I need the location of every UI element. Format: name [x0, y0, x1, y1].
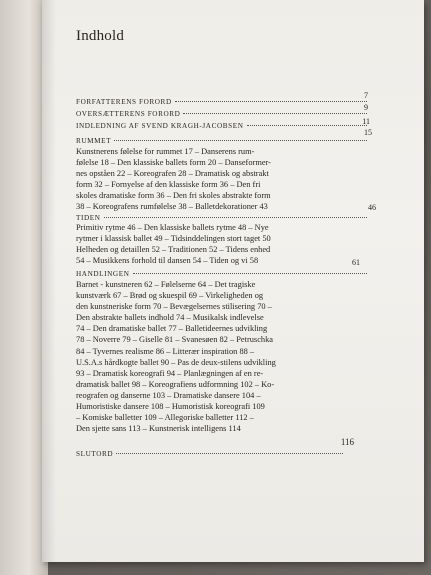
dot-leader — [116, 452, 343, 454]
dot-leader — [133, 272, 367, 274]
toc-subentry-line: Barnet - kunstneren 62 – Følelserne 64 – Det tragiske — [76, 280, 256, 289]
toc-subentries-rummet — [76, 146, 370, 213]
toc-page-number: 11 — [362, 117, 370, 126]
toc-subentry-line: reografen og danserne 103 – Dramatiske dansere 104 – — [76, 390, 261, 400]
toc-subentry-line: 78 – Noverre 79 – Giselle 81 – Svanesøen 82 – Petruschka — [76, 335, 274, 345]
toc-entry-label: HANDLINGEN — [76, 270, 130, 278]
toc-subentry-line: Den abstrakte ballets indhold 74 – Musikalsk indlevelse — [76, 313, 264, 323]
toc-entry-label: RUMMET — [76, 137, 112, 145]
toc-entry-forfatterens-forord — [76, 98, 370, 106]
toc-entry-label: OVERSÆTTERENS FORORD — [76, 110, 181, 118]
dot-leader — [175, 100, 367, 102]
toc-subentry-line: form 32 – Fornyelse af den klassiske form 36 – Den fri — [76, 180, 261, 190]
toc-page-number: 9 — [364, 103, 368, 112]
toc-entry-label: INDLEDNING AF SVEND KRAGH-JACOBSEN — [76, 122, 244, 130]
toc-subentry-line: U.S.A.s hårdkogte ballet 90 – Pas de deux-stilens udvikling — [76, 357, 276, 367]
toc-subentry-line: den kunstneriske form 70 – Bevægelsernes stilisering 70 – — [76, 302, 272, 312]
toc-entry-label: FORFATTERENS FORORD — [76, 98, 172, 106]
toc-subentry-line: rytmer i klassisk ballet 49 – Tidsinddelingen stort taget 50 — [76, 234, 271, 244]
dot-leader — [247, 124, 367, 126]
toc-subentry-line: Primitiv rytme 46 – Den klassiske ballets rytme 48 – Nye — [76, 223, 269, 232]
toc-subentry-line: følelse 18 – Den klassiske ballets form 20 – Danseformer- — [76, 158, 271, 168]
page-gutter-shadow — [42, 0, 56, 562]
toc-page-number: 46 — [368, 203, 376, 212]
toc-subentries-tiden — [76, 222, 370, 266]
toc-subentry-line: 54 – Musikkens forhold til dansen 54 – Tiden og vi 58 — [76, 256, 259, 266]
toc-entry-handlingen — [76, 270, 370, 278]
book-page — [42, 0, 424, 562]
page-title: Indhold — [76, 28, 125, 44]
toc-subentry-line: 84 – Tyvernes realisme 86 – Litterær inspiration 88 – — [76, 346, 255, 356]
toc-entry-tiden — [76, 214, 370, 222]
toc-page-number: 7 — [364, 91, 368, 100]
toc-subentry-line: 74 – Den dramatiske ballet 77 – Balletideernes udvikling — [76, 324, 268, 334]
toc-subentry-line: Den sjette sans 113 – Kunstnerisk intelligens 114 — [76, 424, 241, 434]
toc-page-number: 116 — [340, 437, 354, 447]
toc-entry-label: SLUTORD — [76, 450, 114, 458]
toc-subentry-line: – Komiske balletter 109 – Allegoriske balletter 112 – — [76, 413, 254, 423]
toc-subentry-line: Humoristiske dansere 108 – Humoristisk koreografi 109 — [76, 402, 265, 412]
dot-leader — [183, 112, 367, 114]
toc-entry-oversaetterens-forord — [76, 110, 370, 118]
toc-entry-slutord — [76, 450, 346, 458]
toc-subentry-line: skoles dramatiske form 36 – Den fri skoles abstrakte form — [76, 191, 271, 201]
dot-leader — [114, 139, 367, 141]
toc-entry-indledning — [76, 122, 370, 130]
toc-subentry-line: dramatisk ballet 98 – Koreografiens udformning 102 – Ko- — [76, 379, 275, 389]
dot-leader — [104, 216, 367, 218]
toc-subentry-line: Helheden og detaillen 52 – Traditionen 52 – Tidens enhed — [76, 245, 271, 255]
toc-subentry-line: 93 – Dramatisk koreografi 94 – Planlægningen af en re- — [76, 368, 264, 378]
toc-entry-rummet — [76, 137, 370, 145]
toc-page-number: 15 — [364, 128, 372, 137]
toc-page-number: 61 — [352, 258, 360, 267]
toc-subentry-line: kunstværk 67 – Brød og skuespil 69 – Virkeligheden og — [76, 291, 264, 301]
toc-entry-label: TIDEN — [76, 214, 101, 222]
toc-subentry-line: nes opståen 22 – Koreografen 28 – Dramatisk og abstrakt — [76, 169, 269, 179]
toc-subentries-handlingen — [76, 279, 370, 434]
toc-subentry-line: Kunstnerens følelse for rummet 17 – Danserens rum- — [76, 147, 255, 156]
toc-subentry-line: 38 – Koreografens rumfølelse 38 – Balletdekorationer 43 — [76, 202, 268, 212]
book-left-page-edge — [0, 0, 48, 575]
